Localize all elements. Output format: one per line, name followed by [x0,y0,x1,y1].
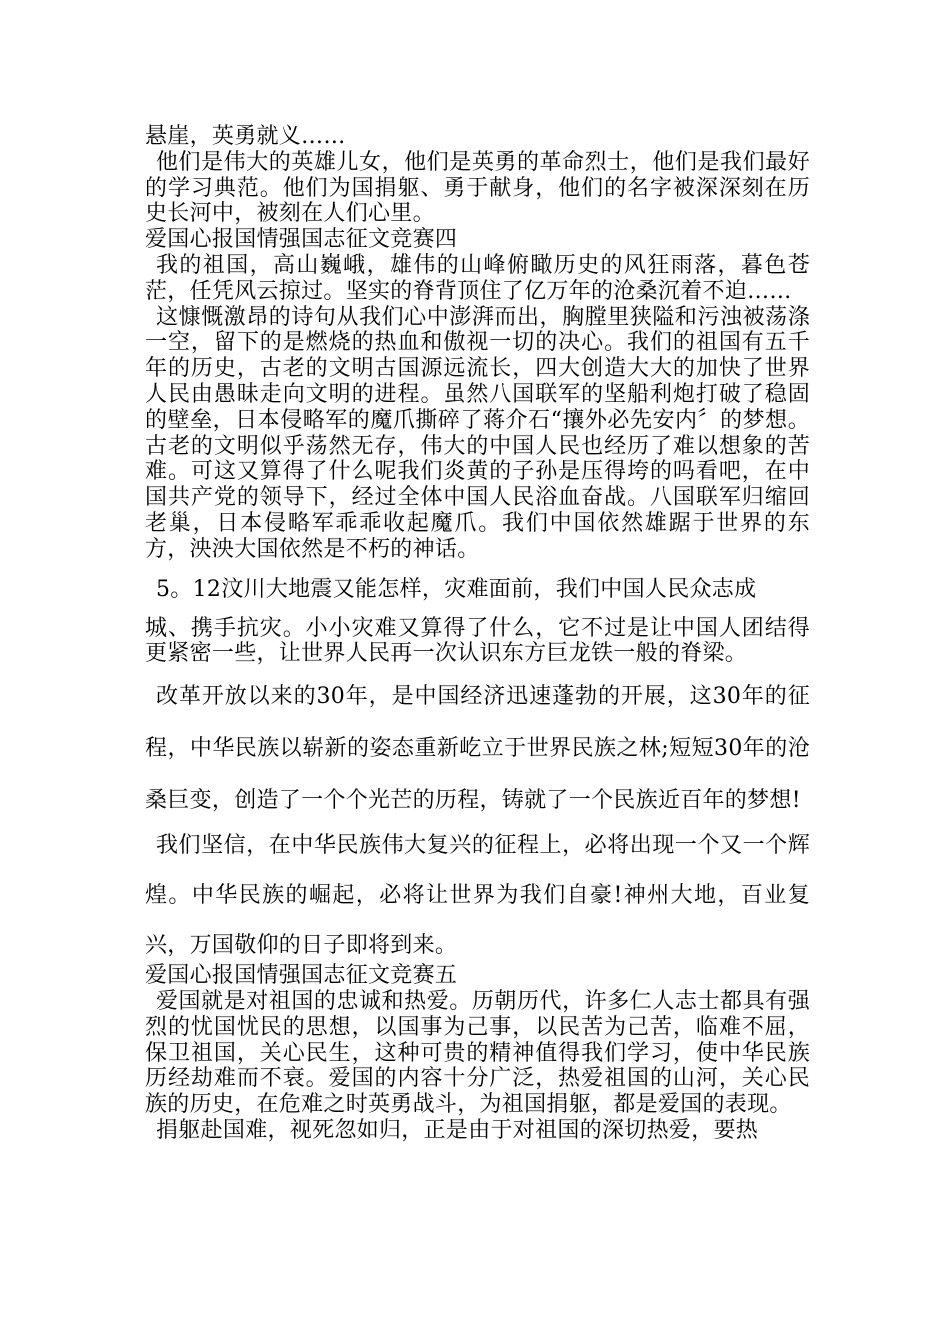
paragraph-10: 捐躯赴国难，视死忽如归，正是由于对祖国的深切热爱，要热 [156,1117,759,1143]
paragraph-9: 爱国就是对祖国的忠诚和热爱。历朝历代，许多仁人志士都具有强烈的忧国忧民的思想，以国事为己事，以民苦为己苦，临难不屈，保卫祖国，关心民生，这种可贵的精神值得我们学习，使中华民族历经劫难而不衰。爱国的内容十分广泛，热爱祖国的山河，关心民族的历史，在危难之时英勇战斗，为祖国捐躯，都是爱国的表现。 [145,988,810,1118]
section-heading-5: 爱国心报国情强国志征文竞赛五 [145,963,458,989]
paragraph-4: 这慷慨激昂的诗句从我们心中澎湃而出，胸膛里狭隘和污浊被荡涤一空，留下的是燃烧的热血和傲视一切的决心。我们的祖国有五千年的历史，古老的文明古国源远流长，四大创造大大的加快了世界人民由愚昧走向文明的进程。虽然八国联军的坚船利炮打破了稳固的壁垒，日本侵略军的魔爪撕碎了蒋介石“攘外必先安内〞的梦想。古老的文明似乎荡然无存，伟大的中国人民也经历了难以想象的苦难。可这又算得了什么呢我们炎黄的子孙是压得垮的吗看吧，在中国共产党的领导下，经过全体中国人民浴血奋战。八国联军归缩回老巢，日本侵略军乖乖收起魔爪。我们中国依然雄踞于世界的东方，泱泱大国依然是不朽的神话。 [145,304,810,562]
paragraph-7: 改革开放以来的30年，是中国经济迅速蓬勃的开展，这30年的征程，中华民族以崭新的姿态重新屹立于世界民族之林;短短30年的沧桑巨变，创造了一个个光芒的历程，铸就了一个民族近百年的梦想! [145,684,810,814]
paragraph-6: 城、携手抗灾。小小灾难又算得了什么，它不过是让中国人团结得更紧密一些，让世界人民再一次认识东方巨龙铁一般的脊梁。 [145,615,810,667]
paragraph-8: 我们坚信，在中华民族伟大复兴的征程上，必将出现一个又一个辉煌。中华民族的崛起，必将让世界为我们自豪!神州大地，百业复兴，万国敬仰的日子即将到来。 [145,833,810,959]
paragraph-5: 5。12汶川大地震又能怎样，灾难面前，我们中国人民众志成 [156,576,757,602]
paragraph-3: 我的祖国，高山巍峨，雄伟的山峰俯瞰历史的风狂雨落，暮色苍茫，任凭风云掠过。坚实的脊背顶住了亿万年的沧桑沉着不迫…… [145,252,810,304]
paragraph-2: 他们是伟大的英雄儿女，他们是英勇的革命烈士，他们是我们最好的学习典范。他们为国捐躯、勇于献身，他们的名字被深深刻在历史长河中，被刻在人们心里。 [145,149,810,227]
section-heading-4: 爱国心报国情强国志征文竞赛四 [145,227,458,253]
paragraph-1: 悬崖，英勇就义…… [145,124,346,149]
document-body [145,124,810,1144]
